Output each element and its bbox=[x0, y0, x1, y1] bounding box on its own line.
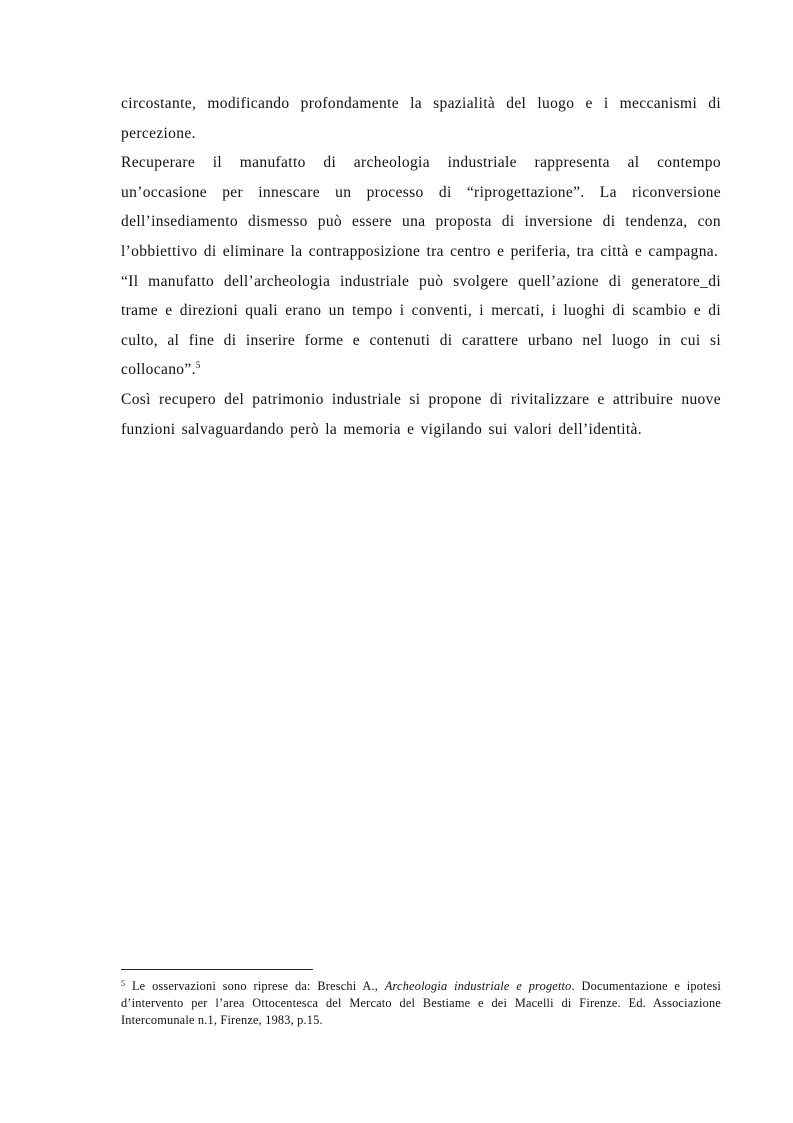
footnote-separator bbox=[121, 969, 313, 970]
footnote-lead: Le osservazioni sono riprese da: Breschi A., bbox=[131, 979, 385, 993]
paragraph-1: circostante, modificando profondamente la spazialità del luogo e i meccanismi di percezione. bbox=[121, 95, 721, 142]
footnote bbox=[121, 978, 721, 1029]
footnote-rest: . Documentazione e ipotesi d’intervento per l’area Ottocentesca del Mercato del Bestiame e dei Macelli di Firenze. Ed. Associazione Intercomunale n.1, Firenze, 1983, p.15. bbox=[121, 979, 721, 1027]
footnote-title: Archeologia industriale e progetto bbox=[384, 979, 572, 993]
paragraph-3-text: “Il manufatto dell’archeologia industriale può svolgere quell’azione di generatore_di trame e direzioni quali erano un tempo i conventi, i mercati, i luoghi di scambio e di culto, al fine di inserire forme e contenuti di carattere urbano nel luogo in cui si collocano”. bbox=[121, 272, 721, 379]
paragraph-3 bbox=[121, 267, 721, 385]
paragraph-4: Così recupero del patrimonio industriale si propone di rivitalizzare e attribuire nuove funzioni salvaguardando però la memoria e vigilando sui valori dell’identità. bbox=[121, 390, 721, 438]
footnote-number: 5 bbox=[121, 979, 126, 988]
footnote-reference[interactable]: 5 bbox=[195, 360, 201, 371]
main-text bbox=[121, 89, 721, 444]
paragraph-2: Recuperare il manufatto di archeologia industriale rappresenta al contempo un’occasione per innescare un processo di “riprogettazione”. La riconversione dell’insediamento dismesso può essere una proposta di inversione di tendenza, con l’obbiettivo di eliminare la contrapposizione tra centro e periferia, tra città e campagna. bbox=[121, 154, 721, 260]
